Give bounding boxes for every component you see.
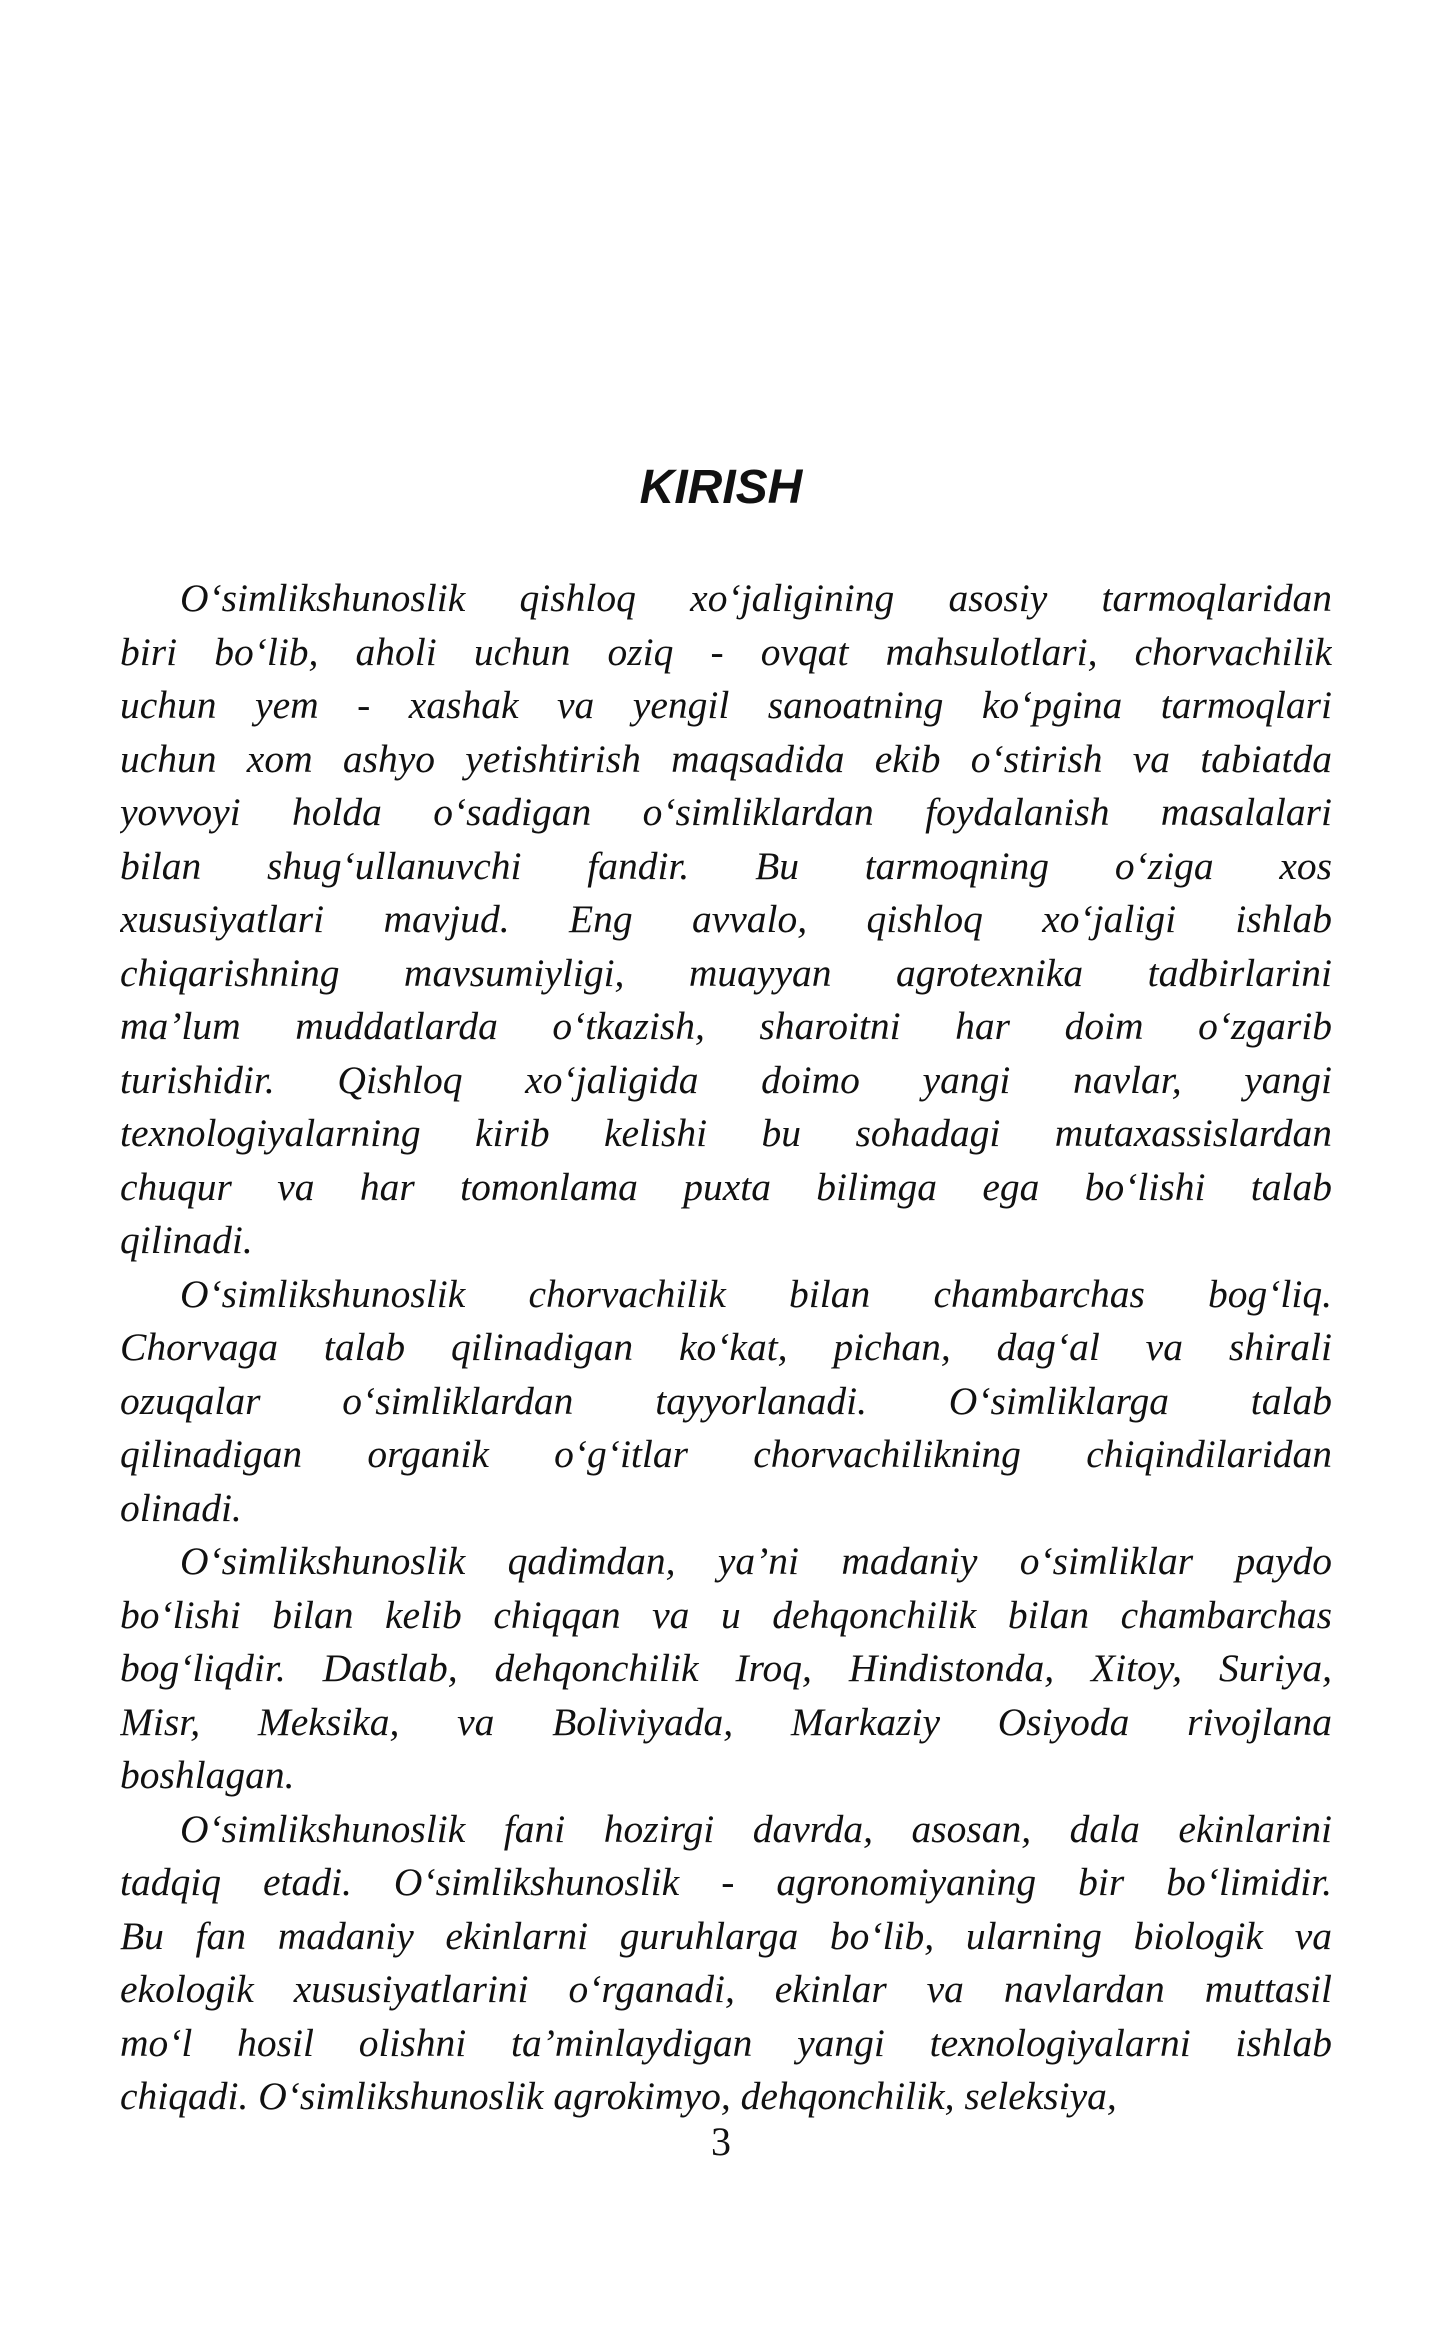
text-line: ozuqalar o‘simliklardan tayyorlanadi. O‘simliklarga talab bbox=[120, 1378, 1332, 1423]
text-line: yovvoyi holda o‘sadigan o‘simliklardan foydalanish masalalari bbox=[120, 790, 1332, 834]
text-line: ma’lum muddatlarda o‘tkazish, sharoitni har doim o‘zgarib bbox=[120, 1004, 1332, 1048]
text-line: texnologiyalarning kirib kelishi bu sohadagi mutaxassislardan bbox=[120, 1111, 1332, 1155]
page-number: 3 bbox=[711, 2119, 731, 2164]
text-line: olinadi. bbox=[120, 1485, 242, 1530]
text-line: O‘simlikshunoslik fani hozirgi davrda, asosan, dala ekinlarini bbox=[180, 1806, 1332, 1851]
text-line: biri bo‘lib, aholi uchun oziq - ovqat mahsulotlari, chorvachilik bbox=[120, 629, 1332, 674]
text-line: chiqadi. O‘simlikshunoslik agrokimyo, dehqonchilik, seleksiya, bbox=[120, 2074, 1117, 2118]
text-line: O‘simlikshunoslik chorvachilik bilan chambarchas bog‘liq. bbox=[180, 1271, 1332, 1316]
text-line: chiqarishning mavsumiyligi, muayyan agrotexnika tadbirlarini bbox=[120, 950, 1332, 995]
text-line: tadqiq etadi. O‘simlikshunoslik - agronomiyaning bir bo‘limidir. bbox=[120, 1860, 1332, 1904]
text-line: qilinadi. bbox=[120, 1218, 253, 1262]
text-line: bog‘liqdir. Dastlab, dehqonchilik Iroq, Hindistonda, Xitoy, Suriya, bbox=[120, 1646, 1332, 1690]
text-line: bilan shug‘ullanuvchi fandir. Bu tarmoqning o‘ziga xos bbox=[120, 843, 1332, 888]
text-line: bo‘lishi bilan kelib chiqqan va u dehqonchilik bilan chambarchas bbox=[120, 1592, 1332, 1637]
text-line: ekologik xususiyatlarini o‘rganadi, ekinlar va navlardan muttasil bbox=[120, 1967, 1332, 2011]
text-line: boshlagan. bbox=[120, 1753, 295, 1797]
paragraph bbox=[120, 572, 1332, 1268]
chapter-title: KIRISH bbox=[639, 461, 803, 514]
paragraph bbox=[120, 1803, 1332, 2124]
text-line: chuqur va har tomonlama puxta bilimga ega bo‘lishi talab bbox=[120, 1164, 1332, 1209]
text-line: uchun yem - xashak va yengil sanoatning ko‘pgina tarmoqlari bbox=[120, 683, 1332, 727]
text-line: Misr, Meksika, va Boliviyada, Markaziy Osiyoda rivojlana bbox=[120, 1699, 1332, 1744]
text-line: turishidir. Qishloq xo‘jaligida doimo yangi navlar, yangi bbox=[120, 1057, 1332, 1102]
text-line: uchun xom ashyo yetishtirish maqsadida ekib o‘stirish va tabiatda bbox=[120, 736, 1332, 781]
paragraph bbox=[120, 1535, 1332, 1803]
body-text bbox=[120, 572, 1332, 2124]
text-line: Bu fan madaniy ekinlarni guruhlarga bo‘lib, ularning biologik va bbox=[120, 1913, 1332, 1958]
text-line: O‘simlikshunoslik qishloq xo‘jaligining asosiy tarmoqlaridan bbox=[180, 576, 1332, 620]
text-line: xususiyatlari mavjud. Eng avvalo, qishloq xo‘jaligi ishlab bbox=[120, 897, 1332, 941]
text-line: qilinadigan organik o‘g‘itlar chorvachilikning chiqindilaridan bbox=[120, 1432, 1332, 1476]
text-line: O‘simlikshunoslik qadimdan, ya’ni madaniy o‘simliklar paydo bbox=[180, 1539, 1332, 1583]
text-line: mo‘l hosil olishni ta’minlaydigan yangi texnologiyalarni ishlab bbox=[120, 2020, 1332, 2065]
paragraph bbox=[120, 1268, 1332, 1536]
text-line: Chorvaga talab qilinadigan ko‘kat, pichan, dag‘al va shirali bbox=[120, 1325, 1332, 1369]
